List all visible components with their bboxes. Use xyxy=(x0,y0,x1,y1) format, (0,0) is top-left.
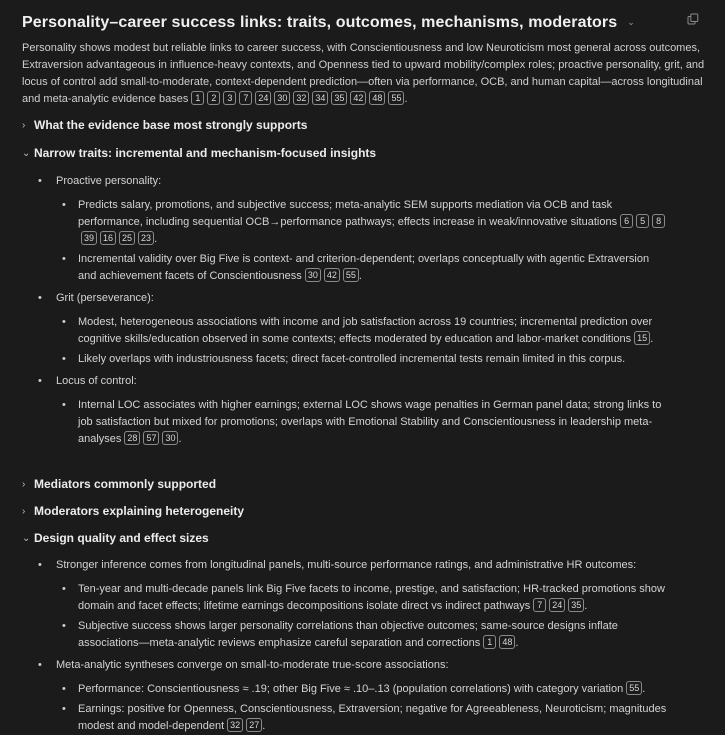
citation-badge[interactable]: 55 xyxy=(388,91,404,105)
citation-badge[interactable]: 57 xyxy=(143,431,159,445)
chevron-down-icon[interactable]: ⌄ xyxy=(627,16,635,27)
citation-badge[interactable]: 30 xyxy=(274,91,290,105)
list-item: • Likely overlaps with industriousness facets; direct facet-controlled incremental tests remain limited in this corpus. xyxy=(22,351,707,368)
list-item: • Earnings: positive for Openness, Conscientiousness, Extraversion; negative for Agreeableness, Neuroticism; magnitudes modest and model-dependent 32 27 . xyxy=(22,701,707,735)
citation-badge[interactable]: 16 xyxy=(100,231,116,245)
citation-badge[interactable]: 27 xyxy=(246,718,262,732)
chevron-right-icon: › xyxy=(22,479,26,490)
list-item: • Meta-analytic syntheses converge on small-to-moderate true-score associations: xyxy=(22,657,707,674)
citation-badge[interactable]: 1 xyxy=(191,91,204,105)
title-row xyxy=(22,10,707,34)
citation-badge[interactable]: 3 xyxy=(223,91,236,105)
list-item: • Predicts salary, promotions, and subjective success; meta-analytic SEM supports mediation via OCB and task performance, including sequential OCB→performance pathways; effects increase in weak/innovative situations 6 5 839 16 25 23 . xyxy=(22,197,707,248)
citation-badge[interactable]: 15 xyxy=(634,331,650,345)
citation-badge[interactable]: 23 xyxy=(138,231,154,245)
citation-group xyxy=(188,93,404,105)
chevron-down-icon: ⌄ xyxy=(22,533,31,544)
citation-badge[interactable]: 2 xyxy=(207,91,220,105)
citation-group xyxy=(530,600,584,612)
chevron-right-icon: › xyxy=(22,506,26,517)
page-title: Personality–career success links: traits, outcomes, mechanisms, moderators xyxy=(22,13,618,31)
citation-badge[interactable]: 25 xyxy=(119,231,135,245)
chevron-right-icon: › xyxy=(22,120,26,131)
citation-badge[interactable]: 30 xyxy=(162,431,178,445)
citation-group xyxy=(631,333,650,345)
list-item-locus: • Locus of control: xyxy=(22,373,707,390)
citation-group xyxy=(480,637,515,649)
citation-group xyxy=(623,683,642,695)
section-narrow-traits[interactable] xyxy=(22,145,707,162)
citation-badge[interactable]: 48 xyxy=(499,635,515,649)
citation-group xyxy=(224,720,262,732)
citation-badge[interactable]: 5 xyxy=(636,214,649,228)
citation-badge[interactable]: 30 xyxy=(305,268,321,282)
summary-text: Personality shows modest but reliable links to career success, with Conscientiousness and low Neuroticism most general across outcomes, Extraversion advantageous in influence-heavy contexts, and Openness tied to upward mobility/complex roles; proactive personality, grit, and locus of control add small-to-moderate, context-dependent prediction—often via performance, OCB, and human capital—across longitudinal and meta-analytic evidence bases xyxy=(22,42,705,105)
citation-badge[interactable]: 35 xyxy=(331,91,347,105)
citation-badge[interactable]: 55 xyxy=(626,681,642,695)
citation-badge[interactable]: 42 xyxy=(350,91,366,105)
list-item-proactive: • Proactive personality: xyxy=(22,173,707,190)
section-mediators[interactable] xyxy=(22,476,707,493)
section-evidence[interactable] xyxy=(22,117,707,134)
list-item: • Subjective success shows larger personality correlations than objective outcomes; same-source designs inflate associations—meta-analytic reviews emphasize careful separation and corrections 1 48 . xyxy=(22,618,707,652)
list-item: • Ten-year and multi-decade panels link Big Five facets to income, prestige, and satisfaction; HR-tracked promotions show domain and facet effects; lifetime earnings decompositions isolate direct vs indirect pathways 7 24 35 . xyxy=(22,581,707,615)
citation-badge[interactable]: 8 xyxy=(652,214,665,228)
section-title: Design quality and effect sizes xyxy=(34,531,209,545)
citation-badge[interactable]: 55 xyxy=(343,268,359,282)
list-item: • Incremental validity over Big Five is context- and criterion-dependent; overlaps conceptually with agentic Extraversion and achievement facets of Conscientiousness 30 42 55 . xyxy=(22,251,707,285)
citation-badge[interactable]: 7 xyxy=(239,91,252,105)
section-title: Moderators explaining heterogeneity xyxy=(34,504,245,518)
summary-paragraph: Personality shows modest but reliable links to career success, with Conscientiousness and low Neuroticism most general across outcomes, Extraversion advantageous in influence-heavy contexts, and Openness tied to upward mobility/complex roles; proactive personality, grit, and locus of control add small-to-moderate, context-dependent prediction—often via performance, OCB, and human capital—across longitudinal and meta-analytic evidence bases 1 2 3 7 24 30 32 34 35 42 48 55 . xyxy=(22,42,705,105)
citation-badge[interactable]: 6 xyxy=(620,214,633,228)
section-title: Narrow traits: incremental and mechanism-focused insights xyxy=(34,146,377,160)
citation-badge[interactable]: 24 xyxy=(549,598,565,612)
citation-badge[interactable]: 1 xyxy=(483,635,496,649)
chevron-down-icon: ⌄ xyxy=(22,148,31,159)
copy-icon[interactable] xyxy=(687,13,699,25)
list-item: • Modest, heterogeneous associations with income and job satisfaction across 19 countries; incremental prediction over cognitive skills/education observed in some contexts; effects moderated by education and labor-market conditions 15 . xyxy=(22,314,707,348)
list-item-grit: • Grit (perseverance): xyxy=(22,290,707,307)
citation-group xyxy=(302,270,359,282)
list-item: • Stronger inference comes from longitudinal panels, multi-source performance ratings, and administrative HR outcomes: xyxy=(22,557,707,574)
citation-badge[interactable]: 48 xyxy=(369,91,385,105)
citation-badge[interactable]: 24 xyxy=(255,91,271,105)
section-title: Mediators commonly supported xyxy=(34,477,217,491)
list-item: • Internal LOC associates with higher earnings; external LOC shows wage penalties in German panel data; strong links to job satisfaction but mixed for promotions; overlaps with Emotional Stability and Conscientiousness in leadership meta-analyses 28 57 30 . xyxy=(22,397,707,448)
citation-badge[interactable]: 7 xyxy=(533,598,546,612)
citation-badge[interactable]: 32 xyxy=(227,718,243,732)
section-moderators[interactable] xyxy=(22,503,707,520)
citation-badge[interactable]: 39 xyxy=(81,231,97,245)
citation-badge[interactable]: 35 xyxy=(568,598,584,612)
section-design-quality[interactable] xyxy=(22,530,707,547)
section-title: What the evidence base most strongly supports xyxy=(34,118,308,132)
citation-group xyxy=(121,433,178,445)
citation-badge[interactable]: 32 xyxy=(293,91,309,105)
list-item: • Performance: Conscientiousness ≈ .19; other Big Five ≈ .10–.13 (population correlations) with category variation 55 . xyxy=(22,681,707,698)
citation-badge[interactable]: 34 xyxy=(312,91,328,105)
citation-badge[interactable]: 28 xyxy=(124,431,140,445)
citation-badge[interactable]: 42 xyxy=(324,268,340,282)
